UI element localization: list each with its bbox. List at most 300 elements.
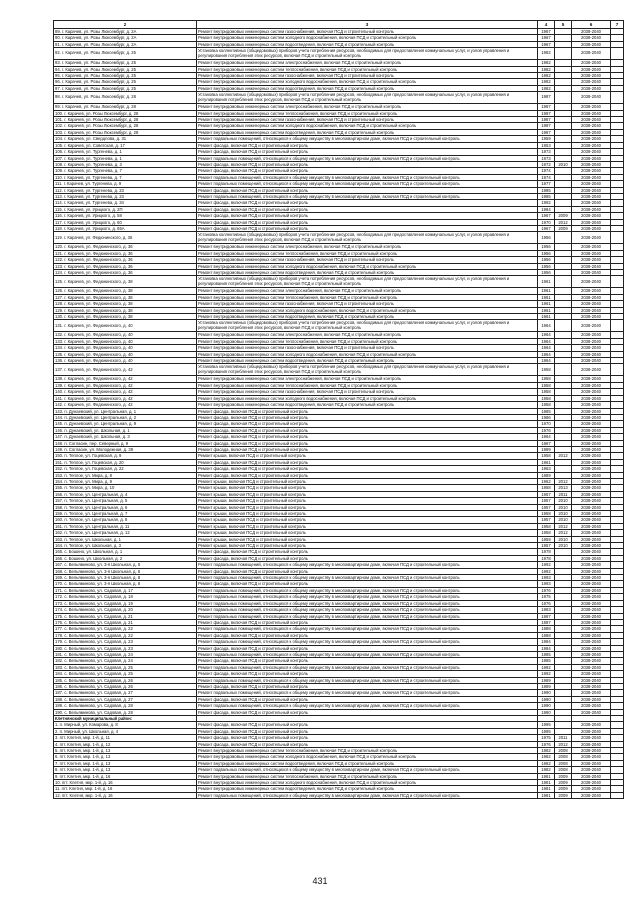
work-type-cell: Ремонт внутридомовых инженерных систем водоотведения, включая ПСД и строительный контроль — [197, 129, 538, 135]
address-cell: 146. п. Дунаевский, ул. Школьная, д. 1 — [54, 427, 197, 433]
last-repair-year-cell: 2009 — [555, 786, 572, 792]
planned-period-cell: 2038-2040 — [572, 786, 611, 792]
build-year-cell: 1987 — [538, 117, 555, 123]
work-type-cell: Ремонт крыши, включая ПСД и строительный контроль — [197, 543, 538, 549]
work-type-cell: Ремонт подвальных помещений, относящихся к общему имуществу в многоквартирном доме, включая ПСД и строительный контроль — [197, 174, 538, 180]
build-year-cell: 1984 — [538, 206, 555, 212]
planned-period-cell: 2038-2040 — [572, 41, 611, 47]
build-year-cell: 1985 — [538, 193, 555, 199]
planned-period-cell: 2038-2040 — [572, 517, 611, 523]
build-year-cell: 1956 — [538, 263, 555, 269]
address-cell: Клетнянский муниципальный район: — [54, 716, 197, 722]
build-year-cell: 1964 — [538, 320, 555, 332]
build-year-cell: 1976 — [538, 427, 555, 433]
build-year-cell: 1967 — [538, 29, 555, 35]
last-repair-year-cell: 2008 — [555, 760, 572, 766]
build-year-cell: 1989 — [538, 472, 555, 478]
address-cell: 157. п. Теплое, ул. Центральная, д. 5 — [54, 498, 197, 504]
planned-period-cell: 2038-2040 — [572, 206, 611, 212]
address-cell: 111. г. Карачев, ул. Тургенева, д. 9 — [54, 181, 197, 187]
planned-period-cell: 2038-2040 — [572, 250, 611, 256]
planned-period-cell: 2038-2040 — [572, 626, 611, 632]
work-type-cell: Ремонт внутридомовых инженерных систем газоснабжения, включая ПСД и строительный контроль — [197, 389, 538, 395]
header-col-6: 6 — [572, 21, 611, 29]
address-cell: 106. г. Карачев, ул. Тургенева, д. 1 — [54, 149, 197, 155]
address-cell: 112. г. Карачев, ул. Тургенева, д. 23 — [54, 187, 197, 193]
work-type-cell: Ремонт внутридомовых инженерных систем электроснабжения, включая ПСД и строительный контроль — [197, 60, 538, 66]
work-type-cell: Ремонт фасада, включая ПСД и строительный контроль — [197, 459, 538, 465]
work-type-cell: Ремонт фасада, включая ПСД и строительный контроль — [197, 149, 538, 155]
address-cell: 133. г. Карачев, ул. Федюнинского, д. 40 — [54, 338, 197, 344]
planned-period-cell: 2038-2040 — [572, 155, 611, 161]
last-repair-year-cell: 2008 — [555, 754, 572, 760]
build-year-cell: 1984 — [538, 645, 555, 651]
empty-col-7-cell — [611, 276, 624, 288]
planned-period-cell: 2038-2040 — [572, 728, 611, 734]
planned-period-cell: 2038-2040 — [572, 276, 611, 288]
build-year-cell: 1987 — [538, 613, 555, 619]
planned-period-cell: 2038-2040 — [572, 446, 611, 452]
planned-period-cell: 2038-2040 — [572, 142, 611, 148]
build-year-cell: 1982 — [538, 760, 555, 766]
work-type-cell: Ремонт фасада, включая ПСД и строительный контроль — [197, 735, 538, 741]
last-repair-year-cell — [555, 276, 572, 288]
last-repair-year-cell: 2013 — [555, 485, 572, 491]
build-year-cell: 1982 — [538, 748, 555, 754]
work-type-cell: Ремонт фасада, включая ПСД и строительный контроль — [197, 619, 538, 625]
work-type-cell: Ремонт внутридомовых инженерных систем водоотведения, включая ПСД и строительный контроль — [197, 402, 538, 408]
work-type-cell: Ремонт подвальных помещений, относящихся к общему имуществу в многоквартирном доме, включая ПСД и строительный контроль — [197, 193, 538, 199]
last-repair-year-cell: 2010 — [555, 517, 572, 523]
work-type-cell: Ремонт внутридомовых инженерных систем водоотведения, включая ПСД и строительный контроль — [197, 760, 538, 766]
work-type-cell: Ремонт крыши, включая ПСД и строительный контроль — [197, 517, 538, 523]
work-type-cell: Ремонт внутридомовых инженерных систем теплоснабжения, включая ПСД и строительный контроль — [197, 250, 538, 256]
build-year-cell: 1990 — [538, 709, 555, 715]
address-cell: 7. пгт. Клетня, мкр. 1-й, д. 13 — [54, 760, 197, 766]
planned-period-cell: 2038-2040 — [572, 376, 611, 382]
planned-period-cell: 2038-2040 — [572, 174, 611, 180]
work-type-cell: Ремонт внутридомовых инженерных систем теплоснабжения, включая ПСД и строительный контроль — [197, 773, 538, 779]
header-col-7: 7 — [611, 21, 624, 29]
address-cell: 150. п. Теплое, ул. Гоцевская, д. 9 — [54, 453, 197, 459]
build-year-cell: 1986 — [538, 414, 555, 420]
address-cell: 175. с. Вельяминово, ул. Садовая, д. 21 — [54, 613, 197, 619]
work-type-cell: Ремонт подвальных помещений, относящихся к общему имуществу в многоквартирном доме, включая ПСД и строительный контроль — [197, 651, 538, 657]
work-type-cell: Ремонт внутридомовых инженерных систем электроснабжения, включая ПСД и строительный контроль — [197, 376, 538, 382]
last-repair-year-cell: 2011 — [555, 735, 572, 741]
work-type-cell: Ремонт подвальных помещений, относящихся к общему имуществу в многоквартирном доме, включая ПСД и строительный контроль — [197, 792, 538, 798]
planned-period-cell: 2038-2040 — [572, 639, 611, 645]
build-year-cell: 1978 — [538, 555, 555, 561]
build-year-cell: 1957 — [538, 504, 555, 510]
build-year-cell: 1973 — [538, 149, 555, 155]
build-year-cell: 1982 — [538, 66, 555, 72]
planned-period-cell: 2038-2040 — [572, 735, 611, 741]
planned-period-cell: 2038-2040 — [572, 85, 611, 91]
work-type-cell: Ремонт фасада, включая ПСД и строительный контроль — [197, 632, 538, 638]
build-year-cell: 1981 — [538, 773, 555, 779]
work-type-cell: Ремонт фасада, включая ПСД и строительный контроль — [197, 722, 538, 728]
planned-period-cell: 2038-2040 — [572, 568, 611, 574]
address-cell: 12. пгт. Клетня, мкр. 1-й, д. 16 — [54, 792, 197, 798]
address-cell: 145. п. Дунаевский, ул. Центральная, д. 9 — [54, 421, 197, 427]
address-cell: 153. п. Теплое, ул. Мира, д. 8 — [54, 472, 197, 478]
last-repair-year-cell: 2010 — [555, 536, 572, 542]
last-repair-year-cell: 2009 — [555, 225, 572, 231]
build-year-cell: 1975 — [538, 735, 555, 741]
planned-period-cell: 2038-2040 — [572, 408, 611, 414]
address-cell: 142. г. Карачев, ул. Федюнинского, д. 42 — [54, 402, 197, 408]
planned-period-cell: 2038-2040 — [572, 459, 611, 465]
build-year-cell: 1987 — [538, 123, 555, 129]
planned-period-cell: 2038-2040 — [572, 664, 611, 670]
work-type-cell: Ремонт внутридомовых инженерных систем водоотведения, включая ПСД и строительный контроль — [197, 85, 538, 91]
address-cell: 166. с. Бошино, ул. Школьная, д. 2 — [54, 555, 197, 561]
build-year-cell: 1958 — [538, 364, 555, 376]
table-row — [54, 232, 624, 244]
build-year-cell: 1958 — [538, 511, 555, 517]
address-cell: 165. с. Бошино, ул. Школьная, д. 1 — [54, 549, 197, 555]
last-repair-year-cell: 2012 — [555, 523, 572, 529]
planned-period-cell: 2038-2040 — [572, 263, 611, 269]
planned-period-cell: 2038-2040 — [572, 219, 611, 225]
planned-period-cell: 2038-2040 — [572, 549, 611, 555]
build-year-cell: 1961 — [538, 301, 555, 307]
build-year-cell: 1993 — [538, 575, 555, 581]
planned-period-cell: 2038-2040 — [572, 562, 611, 568]
planned-period-cell: 2038-2040 — [572, 472, 611, 478]
build-year-cell: 1963 — [538, 466, 555, 472]
planned-period-cell: 2038-2040 — [572, 104, 611, 110]
build-year-cell: 1967 — [538, 440, 555, 446]
work-type-cell: Ремонт подвальных помещений, относящихся к общему имуществу в многоквартирном доме, включая ПСД и строительный контроль — [197, 690, 538, 696]
address-cell: 164. п. Теплое, ул. Школьная, д. 3 — [54, 543, 197, 549]
work-type-cell: Ремонт фасада, включая ПСД и строительный контроль — [197, 213, 538, 219]
last-repair-year-cell: 2011 — [555, 491, 572, 497]
empty-col-7-cell — [611, 320, 624, 332]
work-type-cell: Ремонт внутридомовых инженерных систем водоотведения, включая ПСД и строительный контроль — [197, 41, 538, 47]
build-year-cell: 1987 — [538, 619, 555, 625]
planned-period-cell: 2038-2040 — [572, 187, 611, 193]
address-cell: 101. г. Карачев, ул. Розы Люксембург, д. 28 — [54, 117, 197, 123]
planned-period-cell: 2038-2040 — [572, 351, 611, 357]
last-repair-year-cell: 2008 — [555, 767, 572, 773]
address-cell: 138. г. Карачев, ул. Федюнинского, д. 42 — [54, 376, 197, 382]
work-type-cell: Ремонт подвальных помещений, относящихся к общему имуществу в многоквартирном доме, включая ПСД и строительный контроль — [197, 600, 538, 606]
build-year-cell: 1983 — [538, 607, 555, 613]
address-cell: 109. г. Карачев, ул. Тургенева, д. 7 — [54, 168, 197, 174]
address-cell: 105. г. Карачев, ул. Советская, д. 17 — [54, 142, 197, 148]
work-type-cell: Ремонт внутридомовых инженерных систем теплоснабжения, включая ПСД и строительный контроль — [197, 110, 538, 116]
address-cell: 118. г. Карачев, ул. Урицкого, д. 65А — [54, 225, 197, 231]
address-cell: 97. г. Карачев, ул. Розы Люксембург, д. 25 — [54, 85, 197, 91]
work-type-cell: Ремонт внутридомовых инженерных систем холодного водоснабжения, включая ПСД и строительный контроль — [197, 351, 538, 357]
planned-period-cell: 2038-2040 — [572, 389, 611, 395]
planned-period-cell: 2038-2040 — [572, 632, 611, 638]
planned-period-cell: 2038-2040 — [572, 658, 611, 664]
build-year-cell: 1975 — [538, 594, 555, 600]
planned-period-cell: 2038-2040 — [572, 213, 611, 219]
work-type-cell: Ремонт крыши, включая ПСД и строительный контроль — [197, 453, 538, 459]
address-cell: 104. г. Карачев, ул. Свердлова, д. 31 — [54, 136, 197, 142]
address-cell: 179. с. Вельяминово, ул. Садовая, д. 23 — [54, 639, 197, 645]
build-year-cell: 1985 — [538, 187, 555, 193]
build-year-cell: 1974 — [538, 168, 555, 174]
work-type-cell: Ремонт внутридомовых инженерных систем холодного водоснабжения, включая ПСД и строительный контроль — [197, 35, 538, 41]
planned-period-cell: 2038-2040 — [572, 671, 611, 677]
build-year-cell: 1967 — [538, 41, 555, 47]
work-type-cell: Ремонт крыши, включая ПСД и строительный контроль — [197, 530, 538, 536]
address-cell: 160. п. Теплое, ул. Центральная, д. 8 — [54, 517, 197, 523]
address-cell: 172. с. Вельяминово, ул. Садовая, д. 18 — [54, 594, 197, 600]
planned-period-cell: 2038-2040 — [572, 434, 611, 440]
build-year-cell: 1995 — [538, 722, 555, 728]
planned-period-cell: 2038-2040 — [572, 181, 611, 187]
address-cell: 123. г. Карачев, ул. Федюнинского, д. 36 — [54, 263, 197, 269]
work-type-cell: Ремонт внутридомовых инженерных систем холодного водоснабжения, включая ПСД и строительный контроль — [197, 263, 538, 269]
build-year-cell: 1989 — [538, 446, 555, 452]
address-cell: 180. с. Вельяминово, ул. Садовая, д. 23 — [54, 645, 197, 651]
address-cell: 93. г. Карачев, ул. Розы Люксембург, д. 25 — [54, 60, 197, 66]
address-cell: 130. г. Карачев, ул. Федюнинского, д. 38 — [54, 314, 197, 320]
address-cell: 94. г. Карачев, ул. Розы Люксембург, д. 25 — [54, 66, 197, 72]
header-col-1: 2 — [54, 21, 197, 29]
build-year-cell: 1982 — [538, 754, 555, 760]
build-year-cell: 1982 — [538, 85, 555, 91]
address-cell: 2. п. Мирный, ул. Школьная, д. 4 — [54, 728, 197, 734]
planned-period-cell: 2038-2040 — [572, 314, 611, 320]
address-cell: 183. с. Вельяминово, ул. Садовая, д. 25 — [54, 664, 197, 670]
planned-period-cell: 2038-2040 — [572, 523, 611, 529]
work-type-cell: Ремонт внутридомовых инженерных систем холодного водоснабжения, включая ПСД и строительный контроль — [197, 754, 538, 760]
build-year-cell: 1956 — [538, 250, 555, 256]
address-cell: 154. п. Теплое, ул. Мира, д. 9 — [54, 478, 197, 484]
planned-period-cell: 2038-2040 — [572, 294, 611, 300]
address-cell: 155. п. Теплое, ул. Мира, д. 10 — [54, 485, 197, 491]
address-cell: 122. г. Карачев, ул. Федюнинского, д. 36 — [54, 257, 197, 263]
work-type-cell: Ремонт внутридомовых инженерных систем газоснабжения, включая ПСД и строительный контроль — [197, 73, 538, 79]
work-type-cell: Ремонт внутридомовых инженерных систем электроснабжения, включая ПСД и строительный контроль — [197, 332, 538, 338]
work-type-cell: Ремонт фасада, включая ПСД и строительный контроль — [197, 709, 538, 715]
work-type-cell: Ремонт подвальных помещений, относящихся к общему имуществу в многоквартирном доме, включая ПСД и строительный контроль — [197, 607, 538, 613]
work-type-cell: Ремонт фасада, включая ПСД и строительный контроль — [197, 683, 538, 689]
work-type-cell: Ремонт подвальных помещений, относящихся к общему имуществу в многоквартирном доме, включая ПСД и строительный контроль — [197, 594, 538, 600]
address-cell: 98. г. Карачев, ул. Розы Люксембург, д. 28 — [54, 92, 197, 104]
planned-period-cell: 2038-2040 — [572, 709, 611, 715]
work-type-cell: Ремонт фасада, включая ПСД и строительный контроль — [197, 581, 538, 587]
work-type-cell: Ремонт внутридомовых инженерных систем газоснабжения, включая ПСД и строительный контроль — [197, 345, 538, 351]
work-type-cell: Ремонт подвальных помещений, относящихся к общему имуществу в многоквартирном доме, включая ПСД и строительный контроль — [197, 136, 538, 142]
planned-period-cell: 2038-2040 — [572, 677, 611, 683]
address-cell: 148. п. Согласие, пер. Северный, д. 9 — [54, 440, 197, 446]
work-type-cell: Ремонт внутридомовых инженерных систем газоснабжения, включая ПСД и строительный контроль — [197, 301, 538, 307]
work-type-cell: Ремонт внутридомовых инженерных систем холодного водоснабжения, включая ПСД и строительный контроль — [197, 123, 538, 129]
planned-period-cell: 2038-2040 — [572, 453, 611, 459]
planned-period-cell: 2038-2040 — [572, 491, 611, 497]
address-cell: 149. п. Согласие, ул. Молодежная, д. 39 — [54, 446, 197, 452]
planned-period-cell: 2038-2040 — [572, 466, 611, 472]
repair-schedule-table — [53, 20, 624, 799]
work-type-cell: Ремонт подвальных помещений, относящихся к общему имуществу в многоквартирном доме, включая ПСД и строительный контроль — [197, 703, 538, 709]
work-type-cell: Ремонт фасада, включая ПСД и строительный контроль — [197, 466, 538, 472]
build-year-cell: 1993 — [538, 581, 555, 587]
planned-period-cell: 2038-2040 — [572, 161, 611, 167]
address-cell: 178. с. Вельяминово, ул. Садовая, д. 22 — [54, 632, 197, 638]
planned-period-cell: 2038-2040 — [572, 364, 611, 376]
work-type-cell: Ремонт фасада, включая ПСД и строительный контроль — [197, 568, 538, 574]
address-cell: 184. с. Вельяминово, ул. Садовая, д. 25 — [54, 671, 197, 677]
work-type-cell: Ремонт крыши, включая ПСД и строительный контроль — [197, 478, 538, 484]
build-year-cell: 1982 — [538, 60, 555, 66]
planned-period-cell: 2038-2040 — [572, 395, 611, 401]
build-year-cell: 1961 — [538, 288, 555, 294]
build-year-cell: 1982 — [538, 79, 555, 85]
build-year-cell: 1981 — [538, 780, 555, 786]
planned-period-cell: 2038-2040 — [572, 594, 611, 600]
build-year-cell: 1990 — [538, 703, 555, 709]
planned-period-cell: 2038-2040 — [572, 587, 611, 593]
build-year-cell: 1958 — [538, 402, 555, 408]
work-type-cell: Ремонт фасада, включая ПСД и строительный контроль — [197, 549, 538, 555]
address-cell: 9. пгт. Клетня, мкр. 1-й, д. 16 — [54, 773, 197, 779]
work-type-cell: Ремонт фасада, включая ПСД и строительный контроль — [197, 555, 538, 561]
work-type-cell: Ремонт внутридомовых инженерных систем водоотведения, включая ПСД и строительный контроль — [197, 358, 538, 364]
build-year-cell: 1989 — [538, 677, 555, 683]
address-cell: 170. с. Вельяминово, ул. 3-я Школьная, д. 8 — [54, 581, 197, 587]
build-year-cell: 1995 — [538, 728, 555, 734]
address-cell: 131. г. Карачев, ул. Федюнинского, д. 40 — [54, 320, 197, 332]
planned-period-cell: 2038-2040 — [572, 257, 611, 263]
planned-period-cell: 2038-2040 — [572, 35, 611, 41]
table-row — [54, 792, 624, 798]
planned-period-cell: 2038-2040 — [572, 536, 611, 542]
last-repair-year-cell: 2010 — [555, 161, 572, 167]
address-cell: 107. г. Карачев, ул. Тургенева, д. 1 — [54, 155, 197, 161]
work-type-cell: Ремонт внутридомовых инженерных систем водоотведения, включая ПСД и строительный контроль — [197, 786, 538, 792]
build-year-cell: 1970 — [538, 421, 555, 427]
planned-period-cell: 2038-2040 — [572, 79, 611, 85]
work-type-cell: Ремонт внутридомовых инженерных систем холодного водоснабжения, включая ПСД и строительный контроль — [197, 395, 538, 401]
planned-period-cell: 2038-2040 — [572, 225, 611, 231]
build-year-cell: 1956 — [538, 232, 555, 244]
planned-period-cell: 2038-2040 — [572, 149, 611, 155]
planned-period-cell: 2038-2040 — [572, 193, 611, 199]
last-repair-year-cell: 2012 — [555, 530, 572, 536]
planned-period-cell: 2038-2040 — [572, 117, 611, 123]
build-year-cell: 1972 — [538, 161, 555, 167]
planned-period-cell: 2038-2040 — [572, 748, 611, 754]
work-type-cell: Ремонт фасада, включая ПСД и строительный контроль — [197, 472, 538, 478]
address-cell: 120. г. Карачев, ул. Федюнинского, д. 36 — [54, 244, 197, 250]
planned-period-cell: 2038-2040 — [572, 619, 611, 625]
build-year-cell: 1974 — [538, 174, 555, 180]
build-year-cell: 1985 — [538, 408, 555, 414]
planned-period-cell: 2038-2040 — [572, 767, 611, 773]
build-year-cell: 1988 — [538, 626, 555, 632]
last-repair-year-cell: 2010 — [555, 498, 572, 504]
work-type-cell: Ремонт фасада, включая ПСД и строительный контроль — [197, 440, 538, 446]
address-cell: 181. с. Вельяминово, ул. Садовая, д. 24 — [54, 651, 197, 657]
build-year-cell: 1976 — [538, 741, 555, 747]
work-type-cell: Ремонт фасада, включая ПСД и строительный контроль — [197, 421, 538, 427]
work-type-cell: Ремонт подвальных помещений, относящихся к общему имуществу в многоквартирном доме, включая ПСД и строительный контроль — [197, 181, 538, 187]
address-cell: 115. г. Карачев, ул. Урицкого, д. 2П — [54, 206, 197, 212]
work-type-cell: Ремонт фасада, включая ПСД и строительный контроль — [197, 408, 538, 414]
work-type-cell: Ремонт фасада, включая ПСД и строительный контроль — [197, 671, 538, 677]
address-cell: 136. г. Карачев, ул. Федюнинского, д. 40 — [54, 358, 197, 364]
last-repair-year-cell — [555, 320, 572, 332]
planned-period-cell: 2038-2040 — [572, 613, 611, 619]
build-year-cell: 1973 — [538, 155, 555, 161]
planned-period-cell: 2038-2040 — [572, 358, 611, 364]
work-type-cell: Ремонт крыши, включая ПСД и строительный контроль — [197, 498, 538, 504]
planned-period-cell: 2038-2040 — [572, 696, 611, 702]
build-year-cell: 1961 — [538, 276, 555, 288]
empty-col-7-cell — [611, 364, 624, 376]
planned-period-cell: 2038-2040 — [572, 301, 611, 307]
work-type-cell: Ремонт подвальных помещений, относящихся к общему имуществу в многоквартирном доме, включая ПСД и строительный контроль — [197, 639, 538, 645]
address-cell: 100. г. Карачев, ул. Розы Люксембург, д. 28 — [54, 110, 197, 116]
work-type-cell: Ремонт внутридомовых инженерных систем газоснабжения, включая ПСД и строительный контроль — [197, 29, 538, 35]
address-cell: 139. г. Карачев, ул. Федюнинского, д. 42 — [54, 382, 197, 388]
table-row — [54, 92, 624, 104]
work-type-cell: Ремонт внутридомовых инженерных систем теплоснабжения, включая ПСД и строительный контроль — [197, 66, 538, 72]
planned-period-cell: 2038-2040 — [572, 232, 611, 244]
last-repair-year-cell: 2010 — [555, 504, 572, 510]
build-year-cell: 1967 — [538, 35, 555, 41]
planned-period-cell: 2038-2040 — [572, 129, 611, 135]
address-cell: 140. г. Карачев, ул. Федюнинского, д. 42 — [54, 389, 197, 395]
work-type-cell: Ремонт внутридомовых инженерных систем газоснабжения, включая ПСД и строительный контроль — [197, 117, 538, 123]
header-col-4: 4 — [538, 21, 555, 29]
work-type-cell: Установка коллективных (общедомовых) приборов учета потребления ресурсов, необходимых для предоставления коммунальных услуг, и узлов управления и регулирования потребления этих ресурсов, включая ПСД и строительный контроль — [197, 320, 538, 332]
build-year-cell: 1964 — [538, 358, 555, 364]
empty-col-7-cell — [611, 48, 624, 60]
table-row — [54, 320, 624, 332]
planned-period-cell: 2038-2040 — [572, 123, 611, 129]
header-col-5: 5 — [555, 21, 572, 29]
address-cell: 177. с. Вельяминово, ул. Садовая, д. 22 — [54, 626, 197, 632]
header-col-3: 3 — [197, 21, 538, 29]
build-year-cell: 1977 — [538, 181, 555, 187]
planned-period-cell: 2038-2040 — [572, 332, 611, 338]
address-cell: 110. г. Карачев, ул. Тургенева, д. 7 — [54, 174, 197, 180]
build-year-cell: 1956 — [538, 244, 555, 250]
planned-period-cell: 2038-2040 — [572, 575, 611, 581]
work-type-cell: Установка коллективных (общедомовых) приборов учета потребления ресурсов, необходимых для предоставления коммунальных услуг, и узлов управления и регулирования потребления этих ресурсов, включая ПСД и строительный контроль — [197, 364, 538, 376]
work-type-cell: Установка коллективных (общедомовых) приборов учета потребления ресурсов, необходимых для предоставления коммунальных услуг, и узлов управления и регулирования потребления этих ресурсов, включая ПСД и строительный контроль — [197, 92, 538, 104]
planned-period-cell: 2038-2040 — [572, 498, 611, 504]
work-type-cell: Ремонт крыши, включая ПСД и строительный контроль — [197, 523, 538, 529]
address-cell: 135. г. Карачев, ул. Федюнинского, д. 40 — [54, 351, 197, 357]
address-cell: 190. с. Вельяминово, ул. Садовая, д. 28 — [54, 709, 197, 715]
last-repair-year-cell: 2009 — [555, 213, 572, 219]
build-year-cell: 1967 — [538, 213, 555, 219]
planned-period-cell: 2038-2040 — [572, 760, 611, 766]
build-year-cell: 1985 — [538, 651, 555, 657]
build-year-cell: 1976 — [538, 587, 555, 593]
planned-period-cell: 2038-2040 — [572, 29, 611, 35]
work-type-cell: Ремонт фасада, включая ПСД и строительный контроль — [197, 161, 538, 167]
address-cell: 4. пгт. Клетня, мкр. 1-й, д. 12 — [54, 741, 197, 747]
planned-period-cell: 2038-2040 — [572, 754, 611, 760]
build-year-cell: 1992 — [538, 562, 555, 568]
table-header-row — [54, 21, 624, 29]
build-year-cell: 1964 — [538, 338, 555, 344]
planned-period-cell: 2038-2040 — [572, 581, 611, 587]
work-type-cell: Ремонт фасада, включая ПСД и строительный контроль — [197, 206, 538, 212]
planned-period-cell: 2038-2040 — [572, 421, 611, 427]
